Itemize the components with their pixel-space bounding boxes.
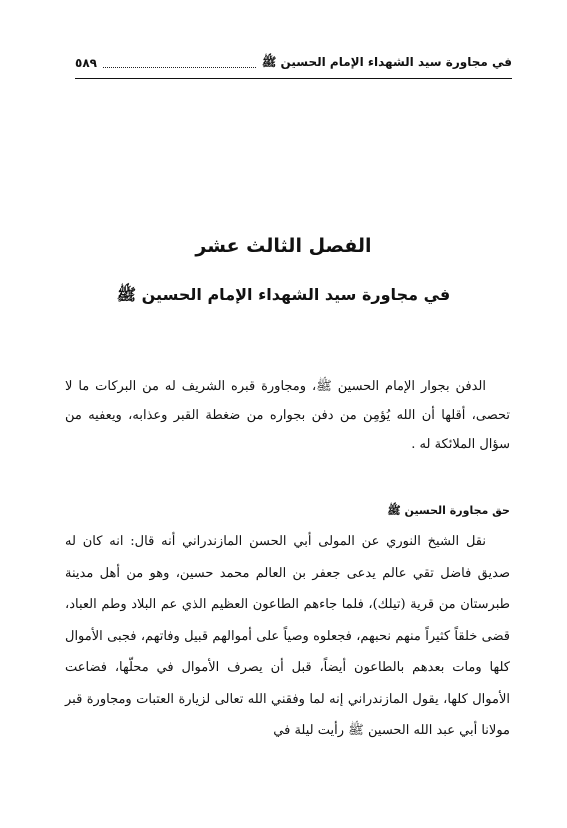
- intro-paragraph-block: [65, 372, 510, 459]
- chapter-subtitle: في مجاورة سيد الشهداء الإمام الحسين ﷺ: [116, 285, 451, 304]
- header-dot-leader: [103, 59, 256, 68]
- running-header-title: في مجاورة سيد الشهداء الإمام الحسين ﷺ: [261, 54, 512, 69]
- intro-paragraph: الدفن بجوار الإمام الحسين ﷺ، ومجاورة قبره الشريف له من البركات ما لا تحصى، أقلها أن الله يُؤمِن من دفن بجواره من ضغطة القبر وعذابه، ويعفيه من سؤال الملائكة له .: [65, 379, 510, 452]
- page-number: ٥٨٩: [75, 56, 97, 70]
- chapter-title: الفصل الثالث عشر: [195, 235, 372, 257]
- section-heading: حق مجاورة الحسين ﷺ: [387, 504, 510, 517]
- body-text-block: [65, 526, 510, 747]
- running-header: [75, 52, 512, 74]
- header-rule: [75, 78, 512, 79]
- body-paragraph: نقل الشيخ النوري عن المولى أبي الحسن المازندراني أنه قال: انه كان له صديق فاضل تقي عالم يدعى جعفر بن العالم محمد حسين، وهو من أهل مدينة طبرستان من قرية (تيلك)، فلما جاءهم الطاعون العظيم الذي عم البلاد وطم العباد، قضى خلقاً كثيراً منهم نحبهم، فجعلوه وصياً على أموالهم قبيل وفاتهم، فجبى الأموال كلها ومات بعدهم بالطاعون أيضاً، قبل أن يصرف الأموال في محلّها، فضاعت الأموال كلها، يقول المازندراني إنه لما وفقني الله تعالى لزيارة العتبات ومجاورة قبر مولانا أبي عبد الله الحسين ﷺ رأيت ليلة في: [65, 534, 510, 738]
